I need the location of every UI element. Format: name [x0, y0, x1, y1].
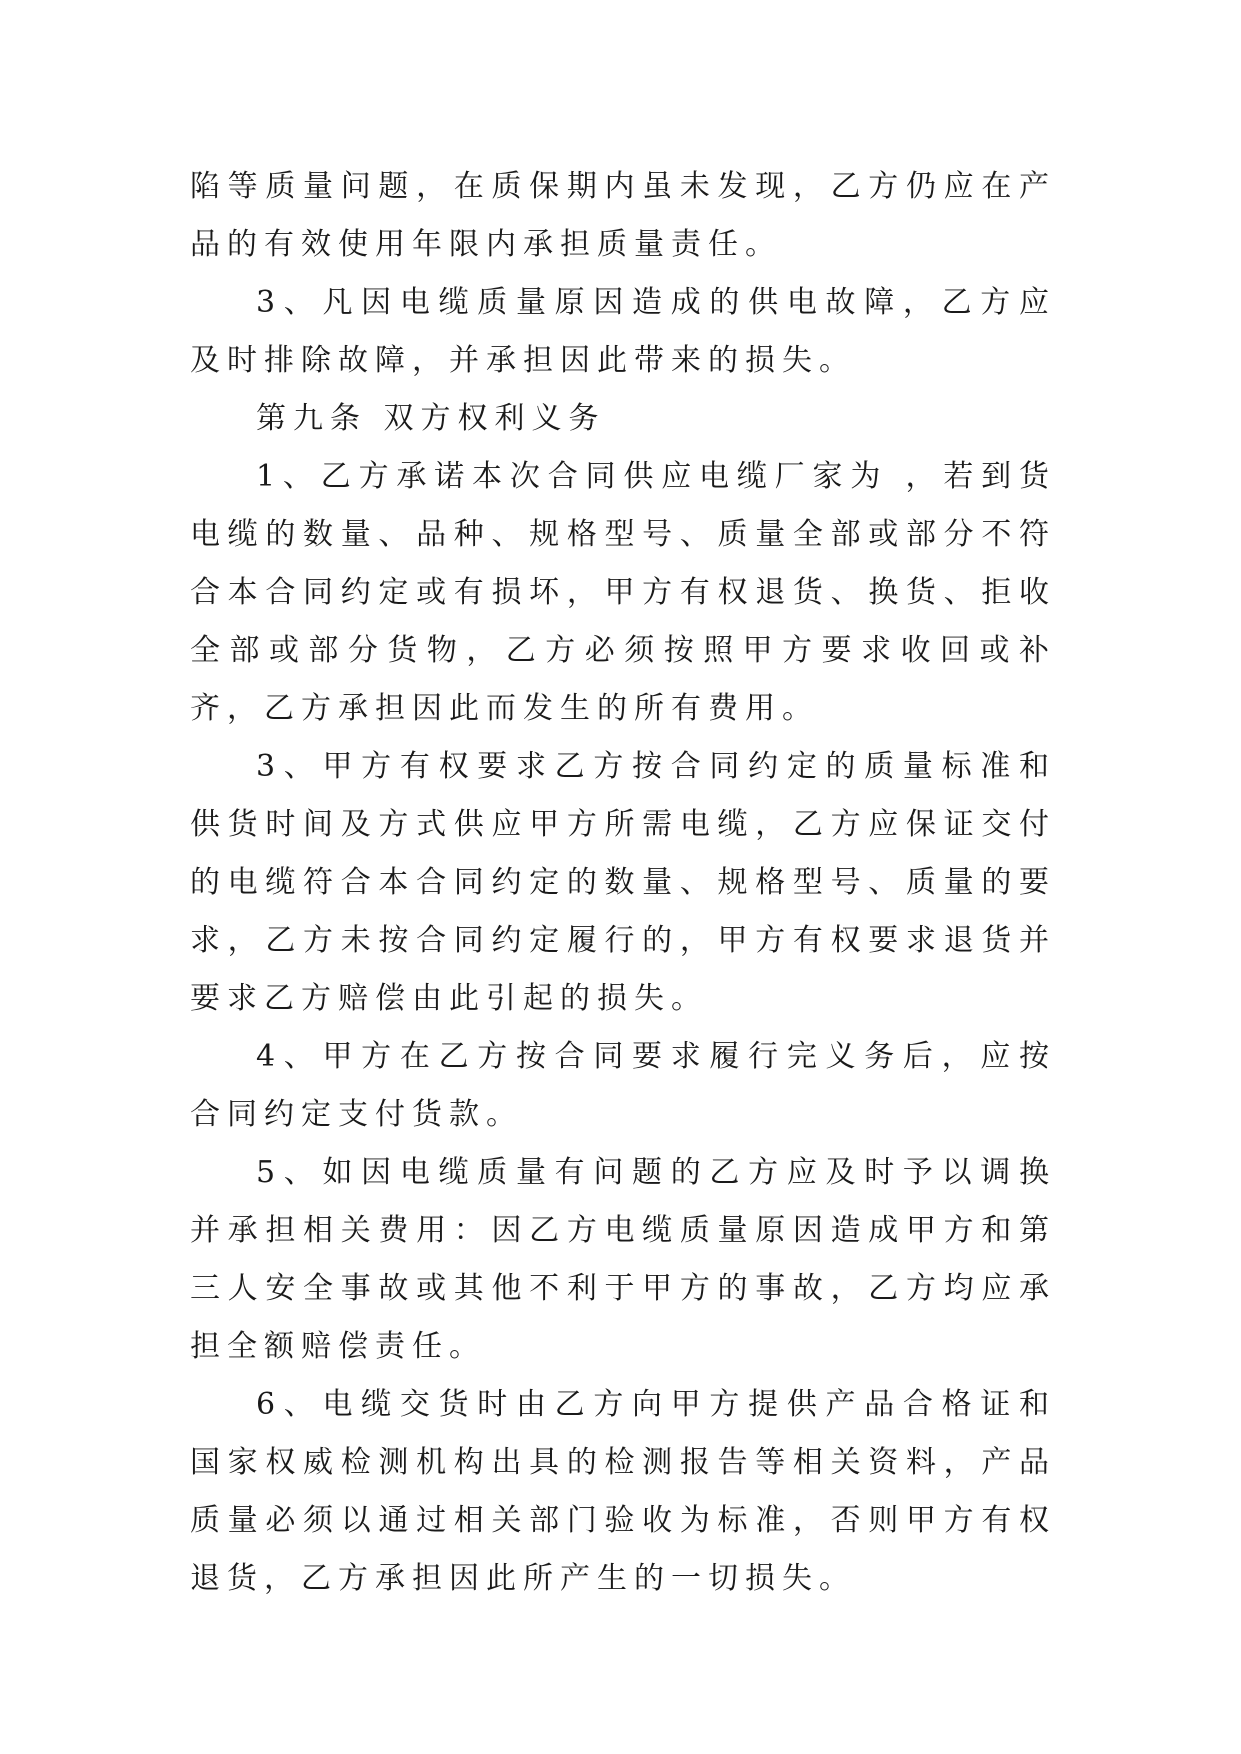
paragraph-clause-6-certificates: 6、电缆交货时由乙方向甲方提供产品合格证和国家权威检测机构出具的检测报告等相关资料，产品质量必须以通过相关部门验收为标准，否则甲方有权退货，乙方承担因此所产生的一切损失。: [190, 1387, 1056, 1596]
article-9-heading: 第九条 双方权利义务: [256, 401, 606, 436]
paragraph-quality-continued: 陷等质量问题，在质保期内虽未发现，乙方仍应在产品的有效使用年限内承担质量责任。: [190, 169, 1056, 262]
paragraph-clause-3-power-failure: 3、凡因电缆质量原因造成的供电故障，乙方应及时排除故障，并承担因此带来的损失。: [190, 285, 1056, 378]
paragraph-clause-4-payment: 4、甲方在乙方按合同要求履行完义务后，应按合同约定支付货款。: [190, 1039, 1056, 1132]
paragraph-clause-5-replacement: 5、如因电缆质量有问题的乙方应及时予以调换并承担相关费用：因乙方电缆质量原因造成甲方和第三人安全事故或其他不利于甲方的事故，乙方均应承担全额赔偿责任。: [190, 1155, 1056, 1364]
paragraph-clause-1-supplier: 1、乙方承诺本次合同供应电缆厂家为 ，若到货电缆的数量、品种、规格型号、质量全部或部分不符合本合同约定或有损坏，甲方有权退货、换货、拒收全部或部分货物，乙方必须按照甲方要求收回或补齐，乙方承担因此而发生的所有费用。: [190, 459, 1056, 726]
paragraph-clause-3-quality-standard: 3、甲方有权要求乙方按合同约定的质量标准和供货时间及方式供应甲方所需电缆，乙方应保证交付的电缆符合本合同约定的数量、规格型号、质量的要求，乙方未按合同约定履行的，甲方有权要求退货并要求乙方赔偿由此引起的损失。: [190, 749, 1056, 1016]
document-body: [190, 158, 1056, 1608]
